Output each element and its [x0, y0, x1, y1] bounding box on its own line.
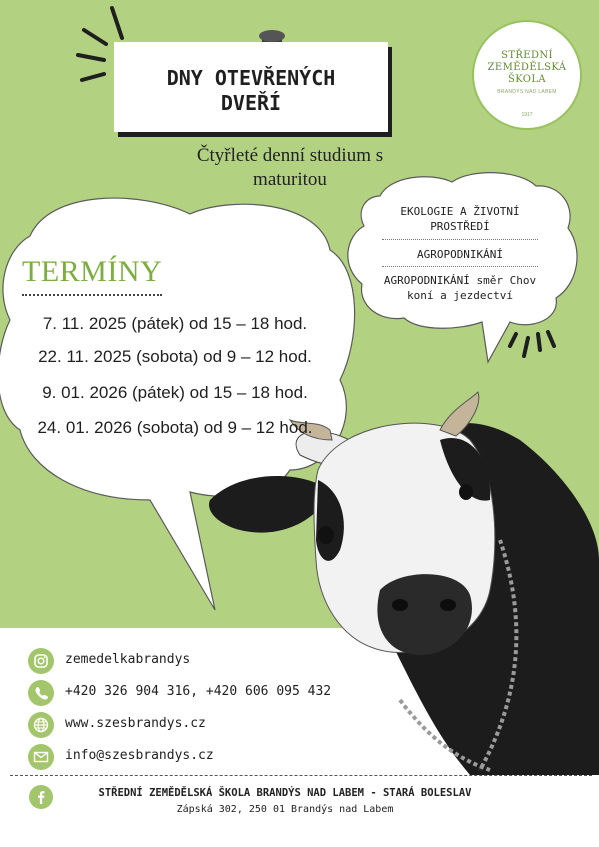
title-card [114, 42, 388, 132]
terms-underline [22, 294, 162, 296]
subtitle-line-2: maturitou [253, 169, 327, 190]
title-line-2: DVEŘÍ [220, 91, 282, 115]
facebook-icon[interactable] [29, 785, 53, 809]
page-title [114, 66, 388, 116]
program-label-line-1: EKOLOGIE A ŽIVOTNÍ [400, 205, 520, 218]
term-item: 7. 11. 2025 (pátek) od 15 – 18 hod. [42, 314, 308, 333]
contact-website-text: www.szesbrandys.cz [65, 716, 206, 731]
phone-icon [28, 680, 54, 706]
study-subtitle [150, 144, 430, 192]
contact-instagram-text: zemedelkabrandys [65, 652, 191, 667]
email-icon [28, 744, 54, 770]
footer-divider [10, 775, 592, 776]
logo-line-2: ZEMĚDĚLSKÁ [487, 62, 567, 73]
footer-address: Zápská 302, 250 01 Brandýs nad Labem [176, 804, 394, 815]
program-item-agropodnikani [372, 247, 548, 262]
school-logo-icon [472, 20, 582, 130]
program-label-line-2: koní a jezdectví [407, 289, 513, 302]
program-item-chov-koni [372, 273, 548, 303]
terms-heading: TERMÍNY [22, 255, 163, 288]
term-item: 9. 01. 2026 (pátek) od 15 – 18 hod. [42, 383, 308, 402]
program-divider [382, 239, 538, 240]
logo-line-1: STŘEDNÍ [501, 50, 553, 61]
term-item: 22. 11. 2025 (sobota) od 9 – 12 hod. [38, 347, 312, 366]
program-item-ekologie [372, 204, 548, 234]
title-line-1: DNY OTEVŘENÝCH [166, 66, 336, 90]
programs-speech-bubble [348, 173, 577, 362]
globe-icon [28, 712, 54, 738]
contact-phone-text: +420 326 904 316, +420 606 095 432 [65, 684, 332, 699]
logo-year: 1917 [521, 112, 533, 118]
program-divider [382, 266, 538, 267]
instagram-icon [28, 648, 54, 674]
program-label-line-1: AGROPODNIKÁNÍ směr Chov [383, 274, 537, 287]
logo-subtitle: BRANDÝS NAD LABEM [497, 89, 557, 95]
logo-line-3: ŠKOLA [507, 74, 547, 85]
program-label-line-2: PROSTŘEDÍ [430, 220, 490, 233]
term-item: 24. 01. 2026 (sobota) od 9 – 12 hod. [37, 418, 313, 437]
subtitle-line-1: Čtyřleté denní studium s [196, 145, 384, 166]
contact-email-text: info@szesbrandys.cz [65, 748, 214, 763]
burst-marks-right [510, 332, 554, 356]
program-label-line-1: AGROPODNIKÁNÍ [416, 248, 504, 261]
footer-school-name: STŘEDNÍ ZEMĚDĚLSKÁ ŠKOLA BRANDÝS NAD LABEM - STARÁ BOLESLAV [98, 787, 472, 799]
